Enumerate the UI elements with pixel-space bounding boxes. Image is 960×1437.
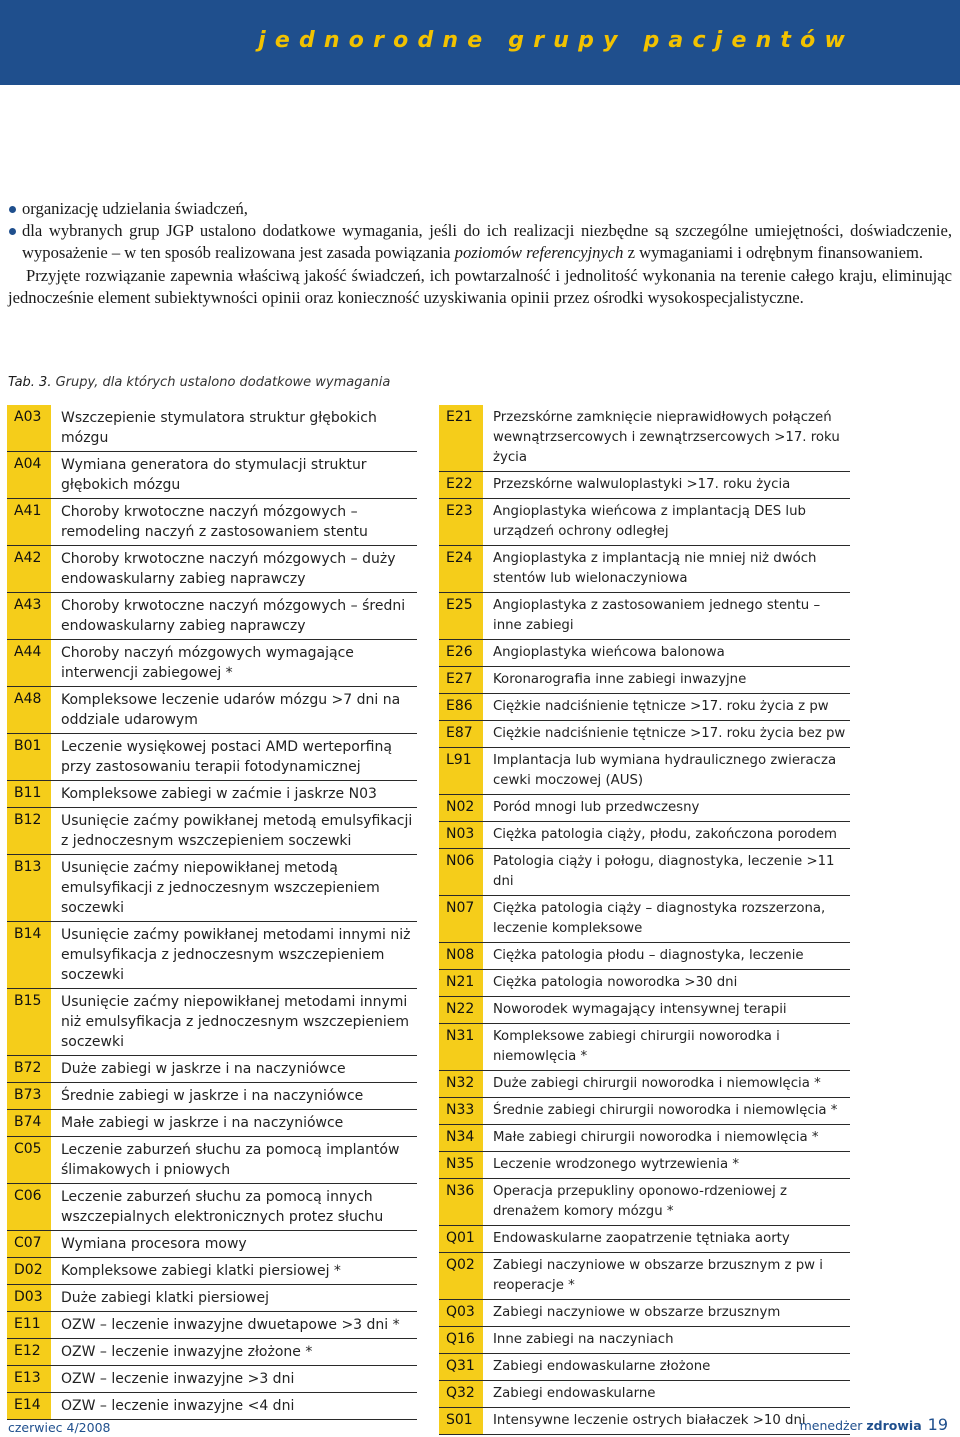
group-description: Zabiegi endowaskularne złożone xyxy=(493,1359,711,1374)
group-description: Usunięcie zaćmy powikłanej metodą emulsyfikacji z jednoczesnym wszczepieniem soczewki xyxy=(61,813,413,849)
table-row xyxy=(439,546,850,593)
table-row xyxy=(439,1125,850,1152)
table-row xyxy=(7,1184,417,1231)
group-code: Q01 xyxy=(439,1226,483,1252)
group-code: D03 xyxy=(7,1285,51,1311)
group-description: Ciężka patologia noworodka >30 dni xyxy=(493,975,738,990)
group-description: Ciężkie nadciśnienie tętnicze >17. roku życia bez pw xyxy=(493,726,846,741)
group-description: Angioplastyka wieńcowa z implantacją DES lub urządzeń ochrony odległej xyxy=(493,504,806,539)
group-code: C05 xyxy=(7,1137,51,1183)
table-row xyxy=(7,1312,417,1339)
table-row xyxy=(7,405,417,452)
table-row xyxy=(439,1300,850,1327)
table-row xyxy=(439,943,850,970)
group-code: B13 xyxy=(7,855,51,921)
table-row xyxy=(7,1137,417,1184)
table-row xyxy=(7,499,417,546)
group-code: E11 xyxy=(7,1312,51,1338)
group-code: E12 xyxy=(7,1339,51,1365)
group-code: N06 xyxy=(439,849,483,895)
group-description: Kompleksowe zabiegi chirurgii noworodka i niemowlęcia * xyxy=(493,1029,780,1064)
table-row xyxy=(7,1110,417,1137)
group-description: Duże zabiegi w jaskrze i na naczyniówce xyxy=(61,1061,346,1077)
group-description: Leczenie wrodzonego wytrzewienia * xyxy=(493,1157,739,1172)
group-code: N08 xyxy=(439,943,483,969)
group-description: OZW – leczenie inwazyjne dwuetapowe >3 dni * xyxy=(61,1317,400,1333)
table-row xyxy=(7,1231,417,1258)
table-right-column xyxy=(439,405,850,1435)
group-code: A43 xyxy=(7,593,51,639)
group-code: A44 xyxy=(7,640,51,686)
group-description: OZW – leczenie inwazyjne <4 dni xyxy=(61,1398,295,1414)
group-code: A41 xyxy=(7,499,51,545)
group-description: Leczenie zaburzeń słuchu za pomocą implantów ślimakowych i pniowych xyxy=(61,1142,400,1178)
footer-magazine-a: menedżer xyxy=(799,1418,863,1433)
group-description: Ciężka patologia ciąży, płodu, zakończona porodem xyxy=(493,827,837,842)
group-description: Implantacja lub wymiana hydraulicznego zwieracza cewki moczowej (AUS) xyxy=(493,753,837,788)
page-number: 19 xyxy=(927,1415,948,1434)
group-description: Intensywne leczenie ostrych białaczek >10 dni xyxy=(493,1413,806,1428)
group-description: Choroby naczyń mózgowych wymagające interwencji zabiegowej * xyxy=(61,645,354,681)
group-code: E13 xyxy=(7,1366,51,1392)
group-code: Q32 xyxy=(439,1381,483,1407)
group-code: S01 xyxy=(439,1408,483,1434)
group-code: E87 xyxy=(439,721,483,747)
group-description: OZW – leczenie inwazyjne złożone * xyxy=(61,1344,313,1360)
bullet-text: organizację udzielania świadczeń, xyxy=(22,199,248,218)
table-row xyxy=(7,593,417,640)
table-row xyxy=(439,499,850,546)
group-code: D02 xyxy=(7,1258,51,1284)
table-row xyxy=(439,667,850,694)
group-code: B12 xyxy=(7,808,51,854)
table-row xyxy=(7,781,417,808)
group-description: Usunięcie zaćmy niepowikłanej metodami innymi niż emulsyfikacja z jednoczesnym wszczepieniem soczewki xyxy=(61,994,410,1050)
table-row xyxy=(439,472,850,499)
group-description: Wymiana generatora do stymulacji struktur głębokich mózgu xyxy=(61,457,367,493)
body-text xyxy=(8,198,952,309)
table-row xyxy=(439,970,850,997)
group-code: E27 xyxy=(439,667,483,693)
group-description: Poród mnogi lub przedwczesny xyxy=(493,800,700,815)
group-description: OZW – leczenie inwazyjne >3 dni xyxy=(61,1371,295,1387)
group-description: Leczenie zaburzeń słuchu za pomocą innych wszczepialnych elektronicznych protez słuchu xyxy=(61,1189,384,1225)
group-code: N34 xyxy=(439,1125,483,1151)
group-description: Małe zabiegi chirurgii noworodka i niemowlęcia * xyxy=(493,1130,819,1145)
group-code: B74 xyxy=(7,1110,51,1136)
table-row xyxy=(439,593,850,640)
group-description: Kompleksowe zabiegi klatki piersiowej * xyxy=(61,1263,341,1279)
group-description: Angioplastyka z implantacją nie mniej niż dwóch stentów lub wielonaczyniowa xyxy=(493,551,817,586)
group-code: N02 xyxy=(439,795,483,821)
group-description: Choroby krwotoczne naczyń mózgowych – duży endowaskularny zabieg naprawczy xyxy=(61,551,396,587)
group-code: N33 xyxy=(439,1098,483,1124)
table-caption-label: Tab. 3. xyxy=(8,375,52,390)
group-description: Kompleksowe zabiegi w zaćmie i jaskrze N03 xyxy=(61,786,377,802)
group-description: Angioplastyka z zastosowaniem jednego stentu – inne zabiegi xyxy=(493,598,821,633)
paragraph: Przyjęte rozwiązanie zapewnia właściwą jakość świadczeń, ich powtarzalność i jednolitość wykonania na terenie całego kraju, eliminując jednocześnie element subiektywności opinii oraz konieczność uzyskiwania opinii przez ośrodki wysokospecjalistyczne. xyxy=(8,265,952,307)
table-row xyxy=(7,808,417,855)
group-code: E23 xyxy=(439,499,483,545)
table-row xyxy=(439,748,850,795)
table-caption-text: Grupy, dla których ustalono dodatkowe wymagania xyxy=(55,375,391,390)
group-code: B73 xyxy=(7,1083,51,1109)
table-row xyxy=(439,1354,850,1381)
group-description: Średnie zabiegi w jaskrze i na naczyniówce xyxy=(61,1088,364,1104)
footer-magazine-b: zdrowia xyxy=(866,1418,922,1433)
table-row xyxy=(439,721,850,748)
bullet-text: dla wybranych grup JGP ustalono dodatkowe wymagania, jeśli do ich realizacji niezbędne są szczególne umiejętności, doświadczenie, wyposażenie – w ten sposób realizowana jest zasada powiązania xyxy=(22,221,952,263)
group-code: L91 xyxy=(439,748,483,794)
group-code: N21 xyxy=(439,970,483,996)
table-row xyxy=(7,687,417,734)
group-description: Małe zabiegi w jaskrze i na naczyniówce xyxy=(61,1115,344,1131)
group-description: Zabiegi naczyniowe w obszarze brzusznym z pw i reoperacje * xyxy=(493,1258,823,1293)
table-row xyxy=(439,640,850,667)
group-description: Choroby krwotoczne naczyń mózgowych – remodeling naczyń z zastosowaniem stentu xyxy=(61,504,368,540)
group-code: E21 xyxy=(439,405,483,471)
table-row xyxy=(7,1393,417,1420)
group-description: Operacja przepukliny oponowo-rdzeniowej z drenażem komory mózgu * xyxy=(493,1184,788,1219)
table-row xyxy=(439,1253,850,1300)
table-row xyxy=(7,1285,417,1312)
group-code: B14 xyxy=(7,922,51,988)
table-row xyxy=(7,922,417,989)
group-code: A48 xyxy=(7,687,51,733)
table-row xyxy=(7,1366,417,1393)
group-code: E86 xyxy=(439,694,483,720)
table-row xyxy=(439,1024,850,1071)
group-description: Zabiegi endowaskularne xyxy=(493,1386,656,1401)
group-description: Endowaskularne zaopatrzenie tętniaka aorty xyxy=(493,1231,790,1246)
group-code: A03 xyxy=(7,405,51,451)
group-code: Q02 xyxy=(439,1253,483,1299)
group-description: Średnie zabiegi chirurgii noworodka i niemowlęcia * xyxy=(493,1103,838,1118)
group-code: E26 xyxy=(439,640,483,666)
footer-magazine xyxy=(800,1415,948,1434)
table-row xyxy=(7,1339,417,1366)
group-code: C07 xyxy=(7,1231,51,1257)
group-description: Inne zabiegi na naczyniach xyxy=(493,1332,674,1347)
table-row xyxy=(7,1056,417,1083)
group-code: Q03 xyxy=(439,1300,483,1326)
group-code: E25 xyxy=(439,593,483,639)
group-code: E24 xyxy=(439,546,483,592)
table-row xyxy=(439,1327,850,1354)
table-row xyxy=(7,546,417,593)
group-description: Koronarografia inne zabiegi inwazyjne xyxy=(493,672,747,687)
table-row xyxy=(439,694,850,721)
group-code: A42 xyxy=(7,546,51,592)
table-row xyxy=(439,1152,850,1179)
group-description: Zabiegi naczyniowe w obszarze brzusznym xyxy=(493,1305,781,1320)
group-description: Ciężka patologia płodu – diagnostyka, leczenie xyxy=(493,948,804,963)
table-row xyxy=(439,1381,850,1408)
group-code: B01 xyxy=(7,734,51,780)
group-code: N03 xyxy=(439,822,483,848)
table-row xyxy=(439,795,850,822)
group-description: Choroby krwotoczne naczyń mózgowych – średni endowaskularny zabieg naprawczy xyxy=(61,598,406,634)
table-row xyxy=(439,1179,850,1226)
table-row xyxy=(439,1098,850,1125)
footer-issue: czerwiec 4/2008 xyxy=(8,1420,111,1435)
group-description: Przezskórne walwuloplastyki >17. roku życia xyxy=(493,477,791,492)
bullet-text-italic: poziomów referencyjnych xyxy=(454,243,624,263)
table-row xyxy=(439,997,850,1024)
group-code: N36 xyxy=(439,1179,483,1225)
table-row xyxy=(439,1226,850,1253)
group-code: B72 xyxy=(7,1056,51,1082)
group-code: N32 xyxy=(439,1071,483,1097)
table-row xyxy=(439,849,850,896)
header-bar xyxy=(0,0,960,85)
group-code: N31 xyxy=(439,1024,483,1070)
group-description: Angioplastyka wieńcowa balonowa xyxy=(493,645,725,660)
bullet-text: z wymaganiami i odrębnym finansowaniem. xyxy=(623,243,923,263)
table-caption xyxy=(8,375,390,390)
group-code: C06 xyxy=(7,1184,51,1230)
table-row xyxy=(7,1258,417,1285)
bullet-item xyxy=(8,198,952,220)
group-code: N22 xyxy=(439,997,483,1023)
group-description: Noworodek wymagający intensywnej terapii xyxy=(493,1002,787,1017)
group-code: Q31 xyxy=(439,1354,483,1380)
table-row xyxy=(439,405,850,472)
group-description: Ciężkie nadciśnienie tętnicze >17. roku życia z pw xyxy=(493,699,829,714)
group-code: N07 xyxy=(439,896,483,942)
group-code: N35 xyxy=(439,1152,483,1178)
group-description: Przezskórne zamknięcie nieprawidłowych połączeń wewnątrzsercowych i zewnątrzsercowych >17. roku życia xyxy=(493,410,840,465)
table-row xyxy=(439,1408,850,1435)
group-description: Wszczepienie stymulatora struktur głębokich mózgu xyxy=(61,410,377,446)
group-description: Patologia ciąży i połogu, diagnostyka, leczenie >11 dni xyxy=(493,854,835,889)
group-code: E14 xyxy=(7,1393,51,1419)
table-row xyxy=(439,1071,850,1098)
group-code: Q16 xyxy=(439,1327,483,1353)
group-code: B11 xyxy=(7,781,51,807)
group-description: Duże zabiegi chirurgii noworodka i niemowlęcia * xyxy=(493,1076,821,1091)
group-description: Usunięcie zaćmy powikłanej metodami innymi niż emulsyfikacja z jednoczesnym wszczepieniem soczewki xyxy=(61,927,411,983)
group-code: E22 xyxy=(439,472,483,498)
bullet-item xyxy=(8,220,952,264)
group-description: Kompleksowe leczenie udarów mózgu >7 dni na oddziale udarowym xyxy=(61,692,401,728)
table-row xyxy=(7,734,417,781)
group-description: Leczenie wysiękowej postaci AMD werteporfiną przy zastosowaniu terapii fotodynamicznej xyxy=(61,739,392,775)
table-row xyxy=(7,855,417,922)
table-row xyxy=(7,989,417,1056)
group-code: A04 xyxy=(7,452,51,498)
group-code: B15 xyxy=(7,989,51,1055)
table-row xyxy=(7,640,417,687)
group-description: Wymiana procesora mowy xyxy=(61,1236,247,1252)
group-description: Usunięcie zaćmy niepowikłanej metodą emulsyfikacji z jednoczesnym wszczepieniem soczewki xyxy=(61,860,380,916)
table-row xyxy=(439,822,850,849)
table-left-column xyxy=(7,405,417,1420)
table-row xyxy=(7,1083,417,1110)
table-row xyxy=(439,896,850,943)
section-title: jednorodne grupy pacjentów xyxy=(258,28,854,53)
group-description: Duże zabiegi klatki piersiowej xyxy=(61,1290,269,1306)
table-row xyxy=(7,452,417,499)
group-description: Ciężka patologia ciąży – diagnostyka rozszerzona, leczenie kompleksowe xyxy=(493,901,826,936)
